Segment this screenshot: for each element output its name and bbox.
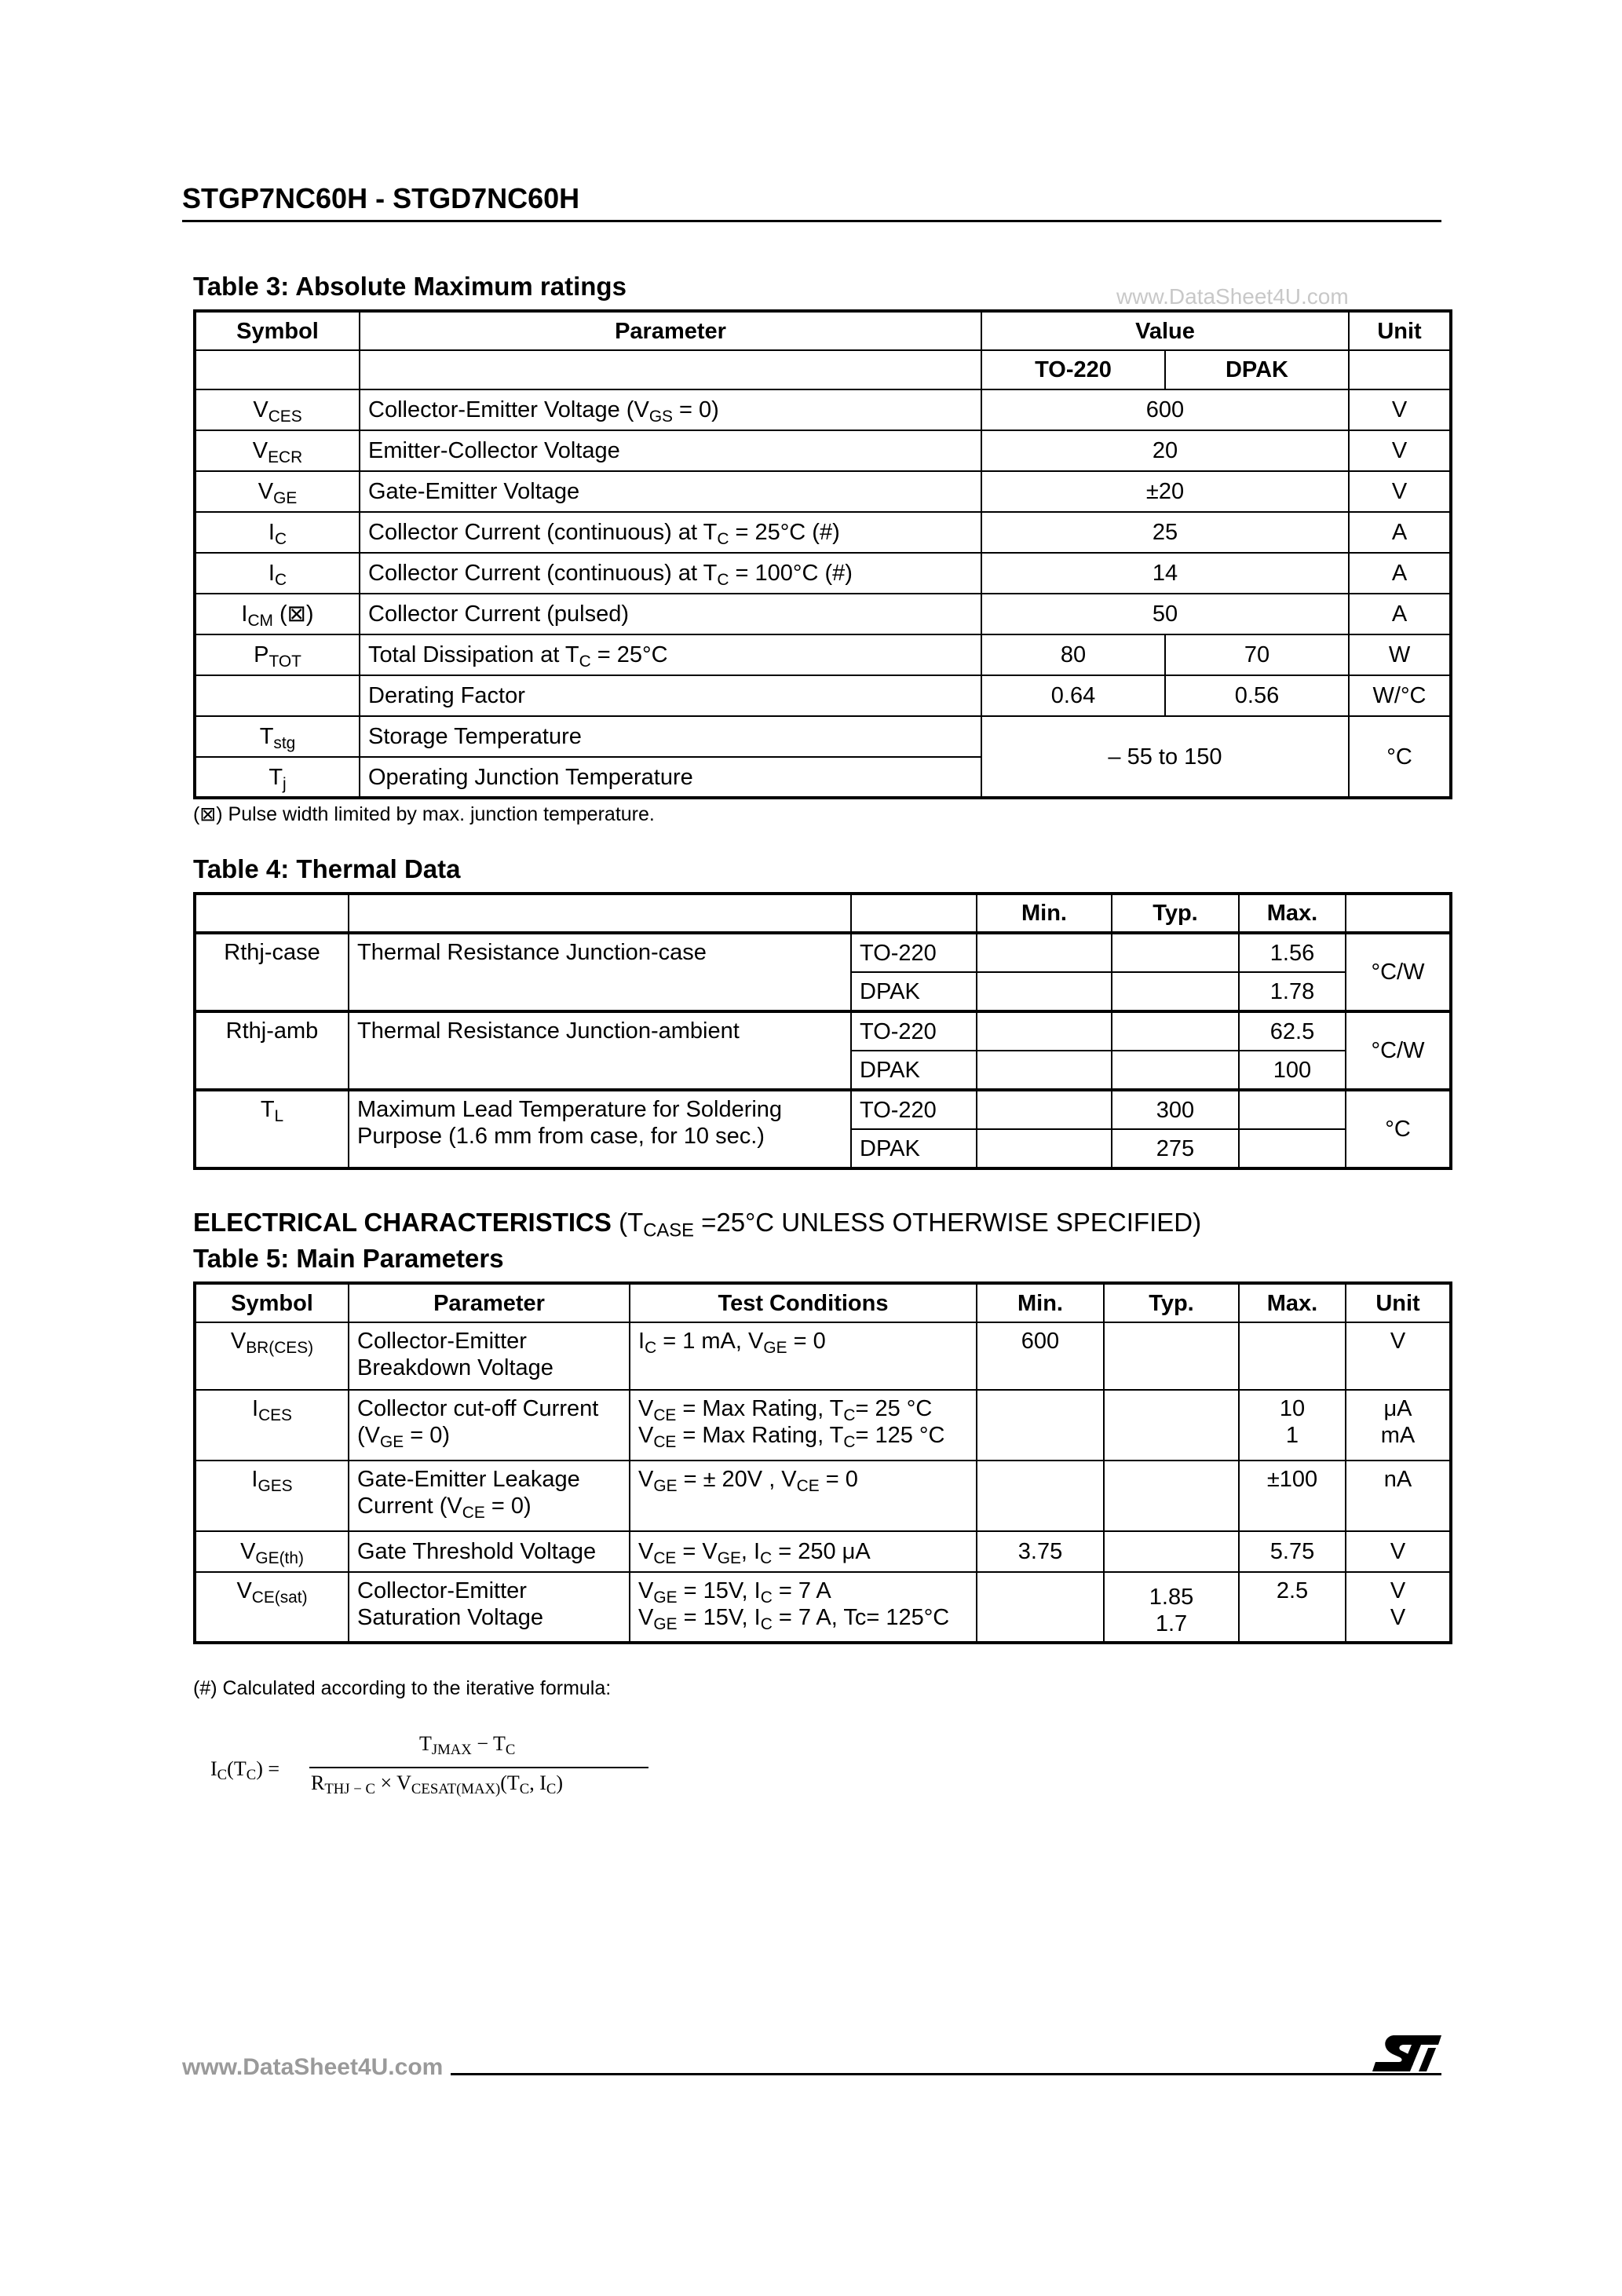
t4-min — [977, 1090, 1112, 1129]
t3-unit: V — [1349, 430, 1451, 471]
t4-typ: 300 — [1112, 1090, 1239, 1129]
table4-thermal-data — [193, 892, 1452, 1170]
t4-min — [977, 933, 1112, 972]
table5-main-parameters — [193, 1281, 1452, 1644]
t4-head-empty — [349, 894, 851, 933]
t3-subhead-empty — [1349, 350, 1451, 389]
t4-max: 62.5 — [1239, 1011, 1346, 1051]
t5-head-typ: Typ. — [1104, 1283, 1239, 1322]
t5-parameter: Collector-Emitter Breakdown Voltage — [349, 1322, 630, 1390]
t5-test-condition: $V_{CE} = V_{GE}$, $I_C = 250$ μA — [630, 1531, 977, 1572]
t3-value: 25 — [981, 512, 1349, 553]
t3-subhead-empty — [360, 350, 981, 389]
table-row — [195, 933, 1451, 972]
t5-typ — [1104, 1322, 1239, 1390]
t5-min: 600 — [977, 1322, 1104, 1390]
t3-parameter: Total Dissipation at $T_C = 25^\circ C$ — [360, 634, 981, 675]
watermark-text: www.DataSheet4U.com — [1116, 284, 1349, 309]
t3-unit: A — [1349, 594, 1451, 634]
t5-min — [977, 1461, 1104, 1531]
t3-unit: W/°C — [1349, 675, 1451, 716]
table-row — [195, 512, 1451, 553]
t3-value-dpak: 70 — [1165, 634, 1349, 675]
t4-package: DPAK — [851, 1129, 977, 1168]
t3-symbol: $T_{stg}$ — [195, 716, 360, 757]
t5-unit: V — [1346, 1322, 1451, 1390]
t3-parameter: Derating Factor — [360, 675, 981, 716]
table-row — [195, 1531, 1451, 1572]
t4-symbol: Rthj-amb — [195, 1011, 349, 1090]
t5-typ — [1104, 1461, 1239, 1531]
t4-parameter: Thermal Resistance Junction-case — [349, 933, 851, 1011]
st-logo-icon — [1371, 2031, 1443, 2076]
table-row — [195, 553, 1451, 594]
t5-symbol: $I_{CES}$ — [195, 1390, 349, 1461]
t5-typ — [1104, 1531, 1239, 1572]
table-row — [195, 1572, 1451, 1643]
t5-unit: μA mA — [1346, 1390, 1451, 1461]
table-row — [195, 389, 1451, 430]
formula-denominator: $R_{THJ - C} \times V_{CESAT(MAX)}(T_C$, $I_C$) — [311, 1771, 564, 1798]
t5-parameter: Gate Threshold Voltage — [349, 1531, 630, 1572]
t3-symbol: $V_{GE}$ — [195, 471, 360, 512]
t3-unit: V — [1349, 471, 1451, 512]
t4-head-empty — [851, 894, 977, 933]
t4-package: DPAK — [851, 972, 977, 1011]
header-rule — [182, 220, 1441, 222]
t3-value-to220: 80 — [981, 634, 1165, 675]
table-row — [195, 716, 1451, 757]
t4-max — [1239, 1090, 1346, 1129]
t5-parameter: Collector-Emitter Saturation Voltage — [349, 1572, 630, 1643]
t4-max: 1.56 — [1239, 933, 1346, 972]
t4-min — [977, 1011, 1112, 1051]
table3-caption: Table 3: Absolute Maximum ratings — [193, 272, 627, 301]
t4-unit: °C — [1346, 1090, 1451, 1168]
t3-head-to220: TO-220 — [981, 350, 1165, 389]
t5-test-condition: $V_{GE} = 15V$, $I_C = 7$ A $V_{GE} = 15V$, $I_C = 7$ A, Tc= 125°C — [630, 1572, 977, 1643]
t5-symbol: $I_{GES}$ — [195, 1461, 349, 1531]
t3-head-parameter: Parameter — [360, 311, 981, 350]
t3-unit: W — [1349, 634, 1451, 675]
t3-symbol: $I_{CM}$ (⊠) — [195, 594, 360, 634]
t5-head-unit: Unit — [1346, 1283, 1451, 1322]
t5-symbol: $V_{CE(sat)}$ — [195, 1572, 349, 1643]
t5-min — [977, 1390, 1104, 1461]
page-header-title: STGP7NC60H - STGD7NC60H — [182, 182, 580, 214]
t5-head-min: Min. — [977, 1283, 1104, 1322]
t3-value: 600 — [981, 389, 1349, 430]
t5-unit: nA — [1346, 1461, 1451, 1531]
t3-parameter: Collector Current (continuous) at $T_C = 100^\circ C$ (#) — [360, 553, 981, 594]
table5-footnote: (#) Calculated according to the iterative formula: — [193, 1677, 612, 1699]
t5-head-symbol: Symbol — [195, 1283, 349, 1322]
t5-test-condition: $I_C = 1$ mA, $V_{GE} = 0$ — [630, 1322, 977, 1390]
t3-temp-unit: °C — [1349, 716, 1451, 798]
table5-caption: Table 5: Main Parameters — [193, 1244, 504, 1273]
t5-max — [1239, 1322, 1346, 1390]
t5-head-parameter: Parameter — [349, 1283, 630, 1322]
t5-min — [977, 1572, 1104, 1643]
t3-parameter: Storage Temperature — [360, 716, 981, 757]
t3-symbol: $I_C$ — [195, 512, 360, 553]
table-row — [195, 1090, 1451, 1129]
t4-typ: 275 — [1112, 1129, 1239, 1168]
t5-typ — [1104, 1390, 1239, 1461]
t3-symbol: $T_j$ — [195, 757, 360, 798]
table4-caption: Table 4: Thermal Data — [193, 854, 461, 883]
t4-package: TO-220 — [851, 933, 977, 972]
t3-temp-range: – 55 to 150 — [981, 716, 1349, 798]
t4-min — [977, 1051, 1112, 1090]
t4-package: TO-220 — [851, 1011, 977, 1051]
t3-parameter: Emitter-Collector Voltage — [360, 430, 981, 471]
table-row — [195, 675, 1451, 716]
t3-unit: A — [1349, 512, 1451, 553]
t4-unit: °C/W — [1346, 933, 1451, 1011]
t4-head-empty — [1346, 894, 1451, 933]
formula-fraction-bar — [309, 1767, 648, 1768]
t4-head-min: Min. — [977, 894, 1112, 933]
t5-test-condition: $V_{GE}$ = ± 20V , $V_{CE} = 0$ — [630, 1461, 977, 1531]
t3-parameter: Collector-Emitter Voltage $(V_{GS} = 0)$ — [360, 389, 981, 430]
table-row — [195, 1322, 1451, 1390]
t3-symbol: $V_{ECR}$ — [195, 430, 360, 471]
t4-typ — [1112, 1051, 1239, 1090]
t3-symbol: $V_{CES}$ — [195, 389, 360, 430]
table-row — [195, 1390, 1451, 1461]
t5-head-test-conditions: Test Conditions — [630, 1283, 977, 1322]
t4-unit: °C/W — [1346, 1011, 1451, 1090]
table-row — [195, 430, 1451, 471]
t3-value-to220: 0.64 — [981, 675, 1165, 716]
t4-min — [977, 972, 1112, 1011]
footer-watermark: www.DataSheet4U.com — [182, 2054, 451, 2081]
t5-symbol: $V_{BR(CES)}$ — [195, 1322, 349, 1390]
t4-head-empty — [195, 894, 349, 933]
t3-head-value: Value — [981, 311, 1349, 350]
t4-max: 1.78 — [1239, 972, 1346, 1011]
t4-max — [1239, 1129, 1346, 1168]
t3-unit: A — [1349, 553, 1451, 594]
t4-typ — [1112, 1011, 1239, 1051]
t4-parameter: Thermal Resistance Junction-ambient — [349, 1011, 851, 1090]
t4-package: TO-220 — [851, 1090, 977, 1129]
t3-subhead-empty — [195, 350, 360, 389]
t3-parameter: Gate-Emitter Voltage — [360, 471, 981, 512]
t4-typ — [1112, 933, 1239, 972]
t5-parameter: Collector cut-off Current $(V_{GE} = 0)$ — [349, 1390, 630, 1461]
t4-package: DPAK — [851, 1051, 977, 1090]
t3-value: 20 — [981, 430, 1349, 471]
t3-parameter: Operating Junction Temperature — [360, 757, 981, 798]
t3-head-symbol: Symbol — [195, 311, 360, 350]
t4-parameter: Maximum Lead Temperature for Soldering Purpose (1.6 mm from case, for 10 sec.) — [349, 1090, 851, 1168]
t5-unit: V — [1346, 1531, 1451, 1572]
formula-lhs: $I_C(T_C)$ = — [210, 1757, 280, 1784]
t4-min — [977, 1129, 1112, 1168]
t3-unit: V — [1349, 389, 1451, 430]
t3-symbol: $I_C$ — [195, 553, 360, 594]
table-row — [195, 471, 1451, 512]
formula-numerator: $T_{JMAX} - T_C$ — [419, 1732, 516, 1759]
table3-absolute-max-ratings — [193, 309, 1452, 799]
t4-max: 100 — [1239, 1051, 1346, 1090]
t3-value: ±20 — [981, 471, 1349, 512]
t4-head-max: Max. — [1239, 894, 1346, 933]
t5-max: 2.5 — [1239, 1572, 1346, 1643]
t5-min: 3.75 — [977, 1531, 1104, 1572]
t5-symbol: $V_{GE(th)}$ — [195, 1531, 349, 1572]
table-row — [195, 634, 1451, 675]
t4-symbol: $T_L$ — [195, 1090, 349, 1168]
t3-value: 50 — [981, 594, 1349, 634]
t5-parameter: Gate-Emitter Leakage Current $(V_{CE} = 0)$ — [349, 1461, 630, 1531]
t3-parameter: Collector Current (pulsed) — [360, 594, 981, 634]
t3-parameter: Collector Current (continuous) at $T_C = 25^\circ C$ (#) — [360, 512, 981, 553]
t5-max: 10 1 — [1239, 1390, 1346, 1461]
t3-value-dpak: 0.56 — [1165, 675, 1349, 716]
t5-test-condition: $V_{CE}$ = Max Rating, $T_C= 25$ °C $V_{CE}$ = Max Rating, $T_C= 125$ °C — [630, 1390, 977, 1461]
electrical-characteristics-heading: ELECTRICAL CHARACTERISTICS ($T_{CASE} =25^\circ C$ UNLESS OTHERWISE SPECIFIED) — [193, 1208, 1202, 1241]
t5-typ: 1.85 1.7 — [1104, 1572, 1239, 1643]
table-row — [195, 1011, 1451, 1051]
t5-max: 5.75 — [1239, 1531, 1346, 1572]
table3-footnote: (⊠) Pulse width limited by max. junction temperature. — [193, 803, 655, 825]
t3-value: 14 — [981, 553, 1349, 594]
t4-typ — [1112, 972, 1239, 1011]
t4-head-typ: Typ. — [1112, 894, 1239, 933]
t5-max: ±100 — [1239, 1461, 1346, 1531]
t4-symbol: Rthj-case — [195, 933, 349, 1011]
t3-symbol: $P_{TOT}$ — [195, 634, 360, 675]
table-row — [195, 1461, 1451, 1531]
t5-head-max: Max. — [1239, 1283, 1346, 1322]
t3-head-unit: Unit — [1349, 311, 1451, 350]
table-row — [195, 594, 1451, 634]
t5-unit: V V — [1346, 1572, 1451, 1643]
t3-symbol — [195, 675, 360, 716]
t3-head-dpak: DPAK — [1165, 350, 1349, 389]
